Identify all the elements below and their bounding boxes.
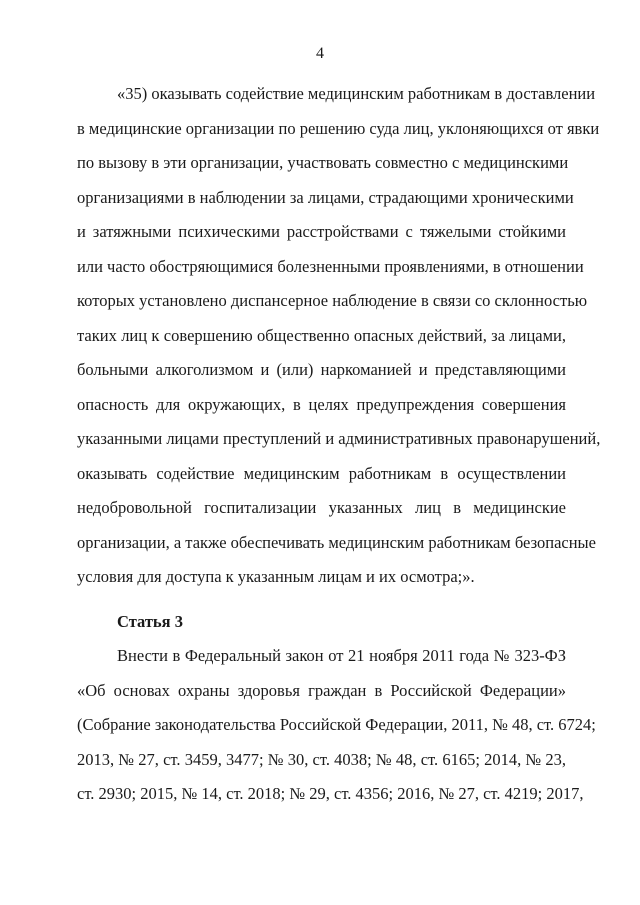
text-line: таких лиц к совершению общественно опасных действий, за лицами,: [77, 325, 566, 345]
text-line: «Об основах охраны здоровья граждан в Российской Федерации»: [77, 680, 566, 700]
text-line: по вызову в эти организации, участвовать совместно с медицинскими: [77, 153, 569, 172]
text-line: «35) оказывать содействие медицинским работникам в доставлении: [117, 84, 596, 103]
paragraph-item-35: [77, 77, 601, 595]
article-heading: Статья 3: [117, 611, 183, 631]
text-line: которых установлено диспансерное наблюдение в связи со склонностью: [77, 291, 588, 310]
text-line: указанными лицами преступлений и административных правонарушений,: [77, 429, 601, 448]
text-line: или часто обостряющимися болезненными проявлениями, в отношении: [77, 256, 584, 276]
text-line: и затяжными психическими расстройствами с тяжелыми стойкими: [77, 222, 566, 241]
text-line: ст. 2930; 2015, № 14, ст. 2018; № 29, ст. 4356; 2016, № 27, ст. 4219; 2017,: [77, 784, 584, 803]
text-line: условия для доступа к указанным лицам и их осмотра;».: [77, 567, 475, 586]
text-line: организации, а также обеспечивать медицинским работникам безопасные: [77, 532, 596, 552]
text-line: организациями в наблюдении за лицами, страдающими хроническими: [77, 187, 574, 207]
text-line: больными алкоголизмом и (или) наркоманией и представляющими: [77, 360, 566, 379]
text-line: Внести в Федеральный закон от 21 ноября 2011 года № 323-ФЗ: [117, 646, 566, 665]
text-line: опасность для окружающих, в целях предупреждения совершения: [77, 394, 566, 414]
text-line: оказывать содействие медицинским работникам в осуществлении: [77, 463, 566, 483]
document-body: [77, 77, 601, 812]
text-line: (Собрание законодательства Российской Федерации, 2011, № 48, ст. 6724;: [77, 715, 596, 734]
text-line: в медицинские организации по решению суда лиц, уклоняющихся от явки: [77, 118, 600, 138]
page-number: 4: [316, 45, 324, 62]
text-line: недобровольной госпитализации указанных лиц в медицинские: [77, 498, 566, 517]
paragraph-article-3: [77, 639, 596, 812]
text-line: 2013, № 27, ст. 3459, 3477; № 30, ст. 4038; № 48, ст. 6165; 2014, № 23,: [77, 749, 566, 769]
